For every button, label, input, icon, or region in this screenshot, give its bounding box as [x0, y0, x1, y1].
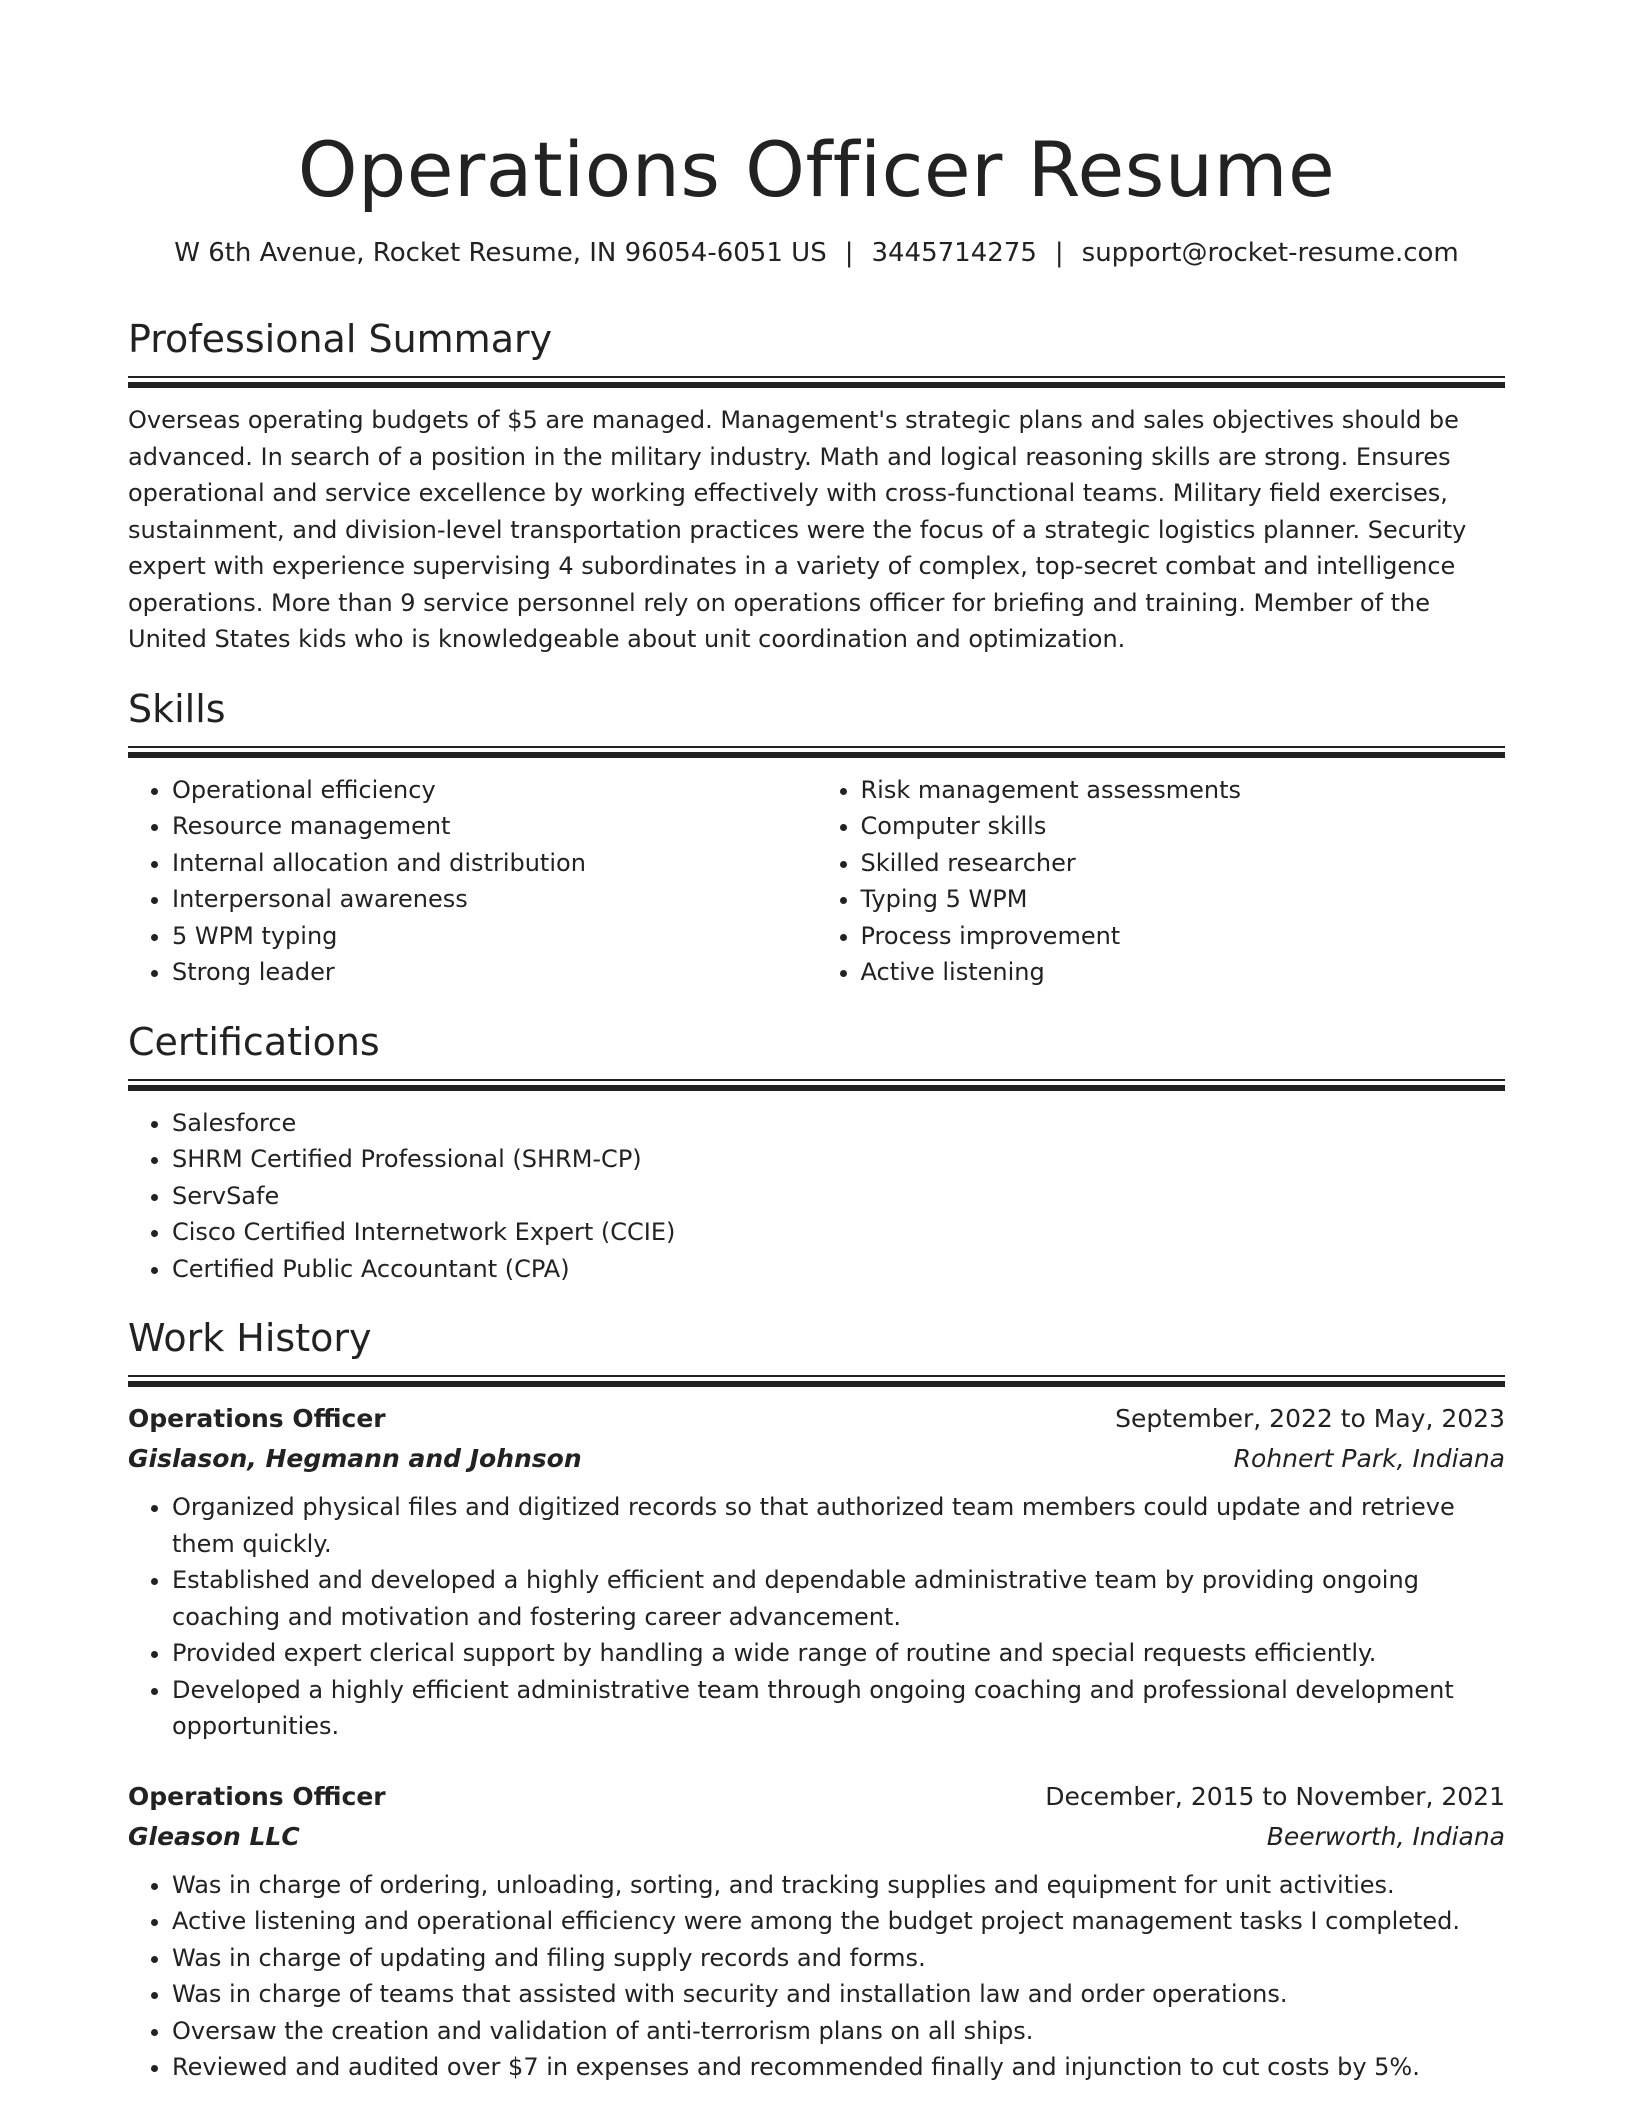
- job-bullet: • Was in charge of teams that assisted with security and installation law and order operations.: [172, 1976, 1505, 2013]
- job-company: Gislason, Hegmann and Johnson: [128, 1444, 582, 1473]
- skill-item: • Typing 5 WPM: [861, 881, 1506, 918]
- job-location: Beerworth, Indiana: [1266, 1821, 1505, 1851]
- job-bullet: • Oversaw the creation and validation of anti-terrorism plans on all ships.: [172, 2013, 1505, 2050]
- skill-item: • Strong leader: [172, 954, 817, 991]
- certifications-section: [128, 1017, 1505, 1288]
- certifications-list: [128, 1105, 1505, 1288]
- certification-item: • Salesforce: [172, 1105, 1505, 1142]
- contact-email: support@rocket-resume.com: [1081, 238, 1459, 268]
- job-bullet: • Established and developed a highly efficient and dependable administrative team by providing ongoing coaching and motivation and fostering career advancement.: [172, 1562, 1505, 1635]
- job-bullet: • Organized physical files and digitized records so that authorized team members could update and retrieve them quickly.: [172, 1489, 1505, 1562]
- skill-item: • Internal allocation and distribution: [172, 845, 817, 882]
- contact-line: [128, 236, 1505, 270]
- summary-text: Overseas operating budgets of $5 are managed. Management's strategic plans and sales objectives should be advanced. In search of a position in the military industry. Math and logical reasoning skills are strong. Ensures operational and service excellence by working effectively with cross-functional teams. Military field exercises, sustainment, and division-level transportation practices were the focus of a strategic logistics planner. Security expert with experience supervising 4 subordinates in a variety of complex, top-secret combat and intelligence operations. More than 9 service personnel rely on operations officer for briefing and training. Member of the United States kids who is knowledgeable about unit coordination and optimization.: [128, 406, 1467, 653]
- skill-item: • 5 WPM typing: [172, 918, 817, 955]
- certification-item: • Cisco Certified Internetwork Expert (CCIE): [172, 1214, 1505, 1251]
- skill-item: • Active listening: [861, 954, 1506, 991]
- work-history-heading: Work History: [128, 1316, 372, 1360]
- job-entry: [128, 1399, 1505, 1745]
- job-bullet: • Was in charge of updating and filing supply records and forms.: [172, 1940, 1505, 1977]
- job-bullet: • Provided expert clerical support by handling a wide range of routine and special requests efficiently.: [172, 1635, 1505, 1672]
- job-location: Rohnert Park, Indiana: [1233, 1444, 1505, 1473]
- job-bullet: • Was in charge of ordering, unloading, sorting, and tracking supplies and equipment for unit activities.: [172, 1867, 1505, 1904]
- skill-item: • Operational efficiency: [172, 772, 817, 809]
- job-bullets: [128, 1867, 1505, 2086]
- section-divider: [128, 1375, 1505, 1387]
- section-divider: [128, 376, 1505, 388]
- job-title: Operations Officer: [128, 1404, 386, 1433]
- skills-right-list: [817, 772, 1506, 991]
- certifications-heading: Certifications: [128, 1019, 380, 1064]
- job-bullet: • Reviewed and audited over $7 in expenses and recommended finally and injunction to cut costs by 5%.: [172, 2049, 1505, 2086]
- contact-separator: |: [1054, 238, 1064, 268]
- certification-item: • Certified Public Accountant (CPA): [172, 1251, 1505, 1288]
- section-divider: [128, 746, 1505, 758]
- job-company-row: [128, 1439, 1505, 1479]
- skill-item: • Process improvement: [861, 918, 1506, 955]
- summary-section: [128, 314, 1505, 658]
- skills-left-list: [128, 772, 817, 991]
- contact-phone: 3445714275: [871, 238, 1037, 268]
- skill-item: • Computer skills: [861, 808, 1506, 845]
- work-history-section: [128, 1313, 1505, 2086]
- job-bullet: • Developed a highly efficient administrative team through ongoing coaching and professional development opportunities.: [172, 1672, 1505, 1745]
- certification-item: • SHRM Certified Professional (SHRM-CP): [172, 1141, 1505, 1178]
- job-company-row: [128, 1817, 1505, 1857]
- skill-item: • Interpersonal awareness: [172, 881, 817, 918]
- skill-item: • Resource management: [172, 808, 817, 845]
- section-divider: [128, 1079, 1505, 1091]
- skills-grid: [128, 772, 1505, 991]
- summary-heading: Professional Summary: [128, 317, 553, 361]
- resume-title: Operations Officer Resume: [297, 125, 1336, 214]
- contact-address: W 6th Avenue, Rocket Resume, IN 96054-6051 US: [174, 238, 827, 268]
- job-title: Operations Officer: [128, 1781, 386, 1811]
- certification-item: • ServSafe: [172, 1178, 1505, 1215]
- job-dates: September, 2022 to May, 2023: [1115, 1404, 1505, 1433]
- skills-heading: Skills: [128, 686, 226, 731]
- skills-section: [128, 684, 1505, 991]
- job-bullets: [128, 1489, 1505, 1745]
- job-dates: December, 2015 to November, 2021: [1045, 1781, 1505, 1811]
- job-header-row: [128, 1399, 1505, 1439]
- job-bullet: • Active listening and operational efficiency were among the budget project management tasks I completed.: [172, 1903, 1505, 1940]
- skill-item: • Risk management assessments: [861, 772, 1506, 809]
- contact-separator: |: [844, 238, 854, 268]
- job-entry: [128, 1777, 1505, 2086]
- job-company: Gleason LLC: [128, 1821, 300, 1851]
- skill-item: • Skilled researcher: [861, 845, 1506, 882]
- job-header-row: [128, 1777, 1505, 1817]
